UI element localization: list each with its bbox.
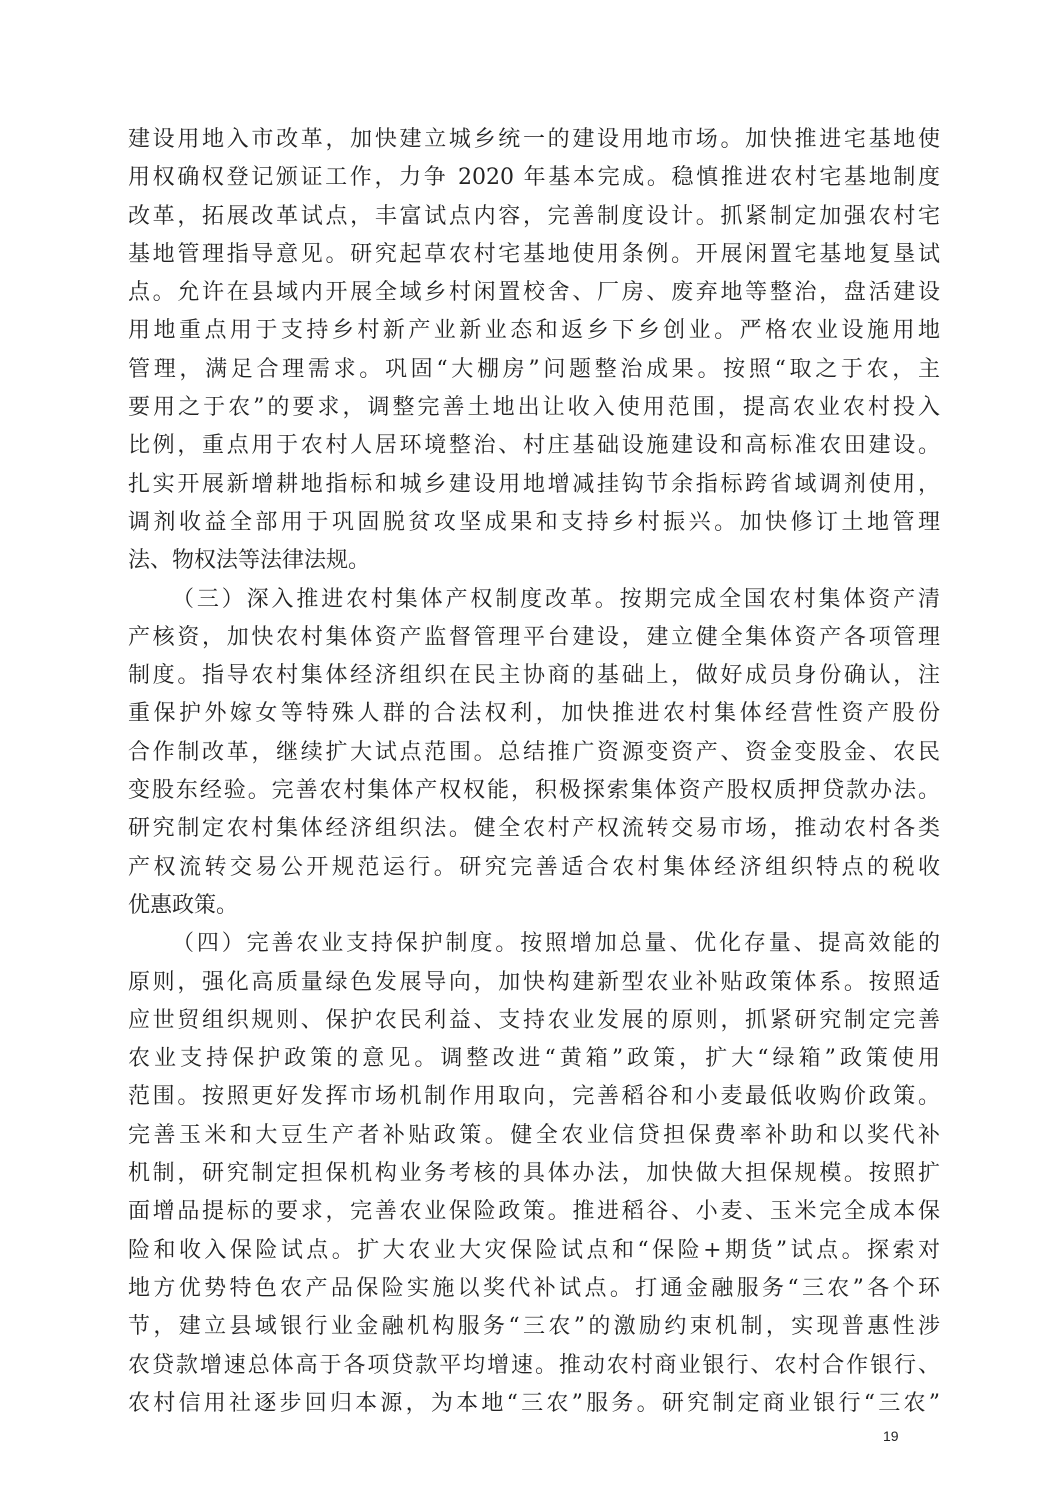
text-line: 机制，研究制定担保机构业务考核的具体办法，加快做大担保规模。按照扩	[128, 1161, 940, 1187]
text-line: 地方优势特色农产品保险实施以奖代补试点。打通金融服务“三农”各个环	[128, 1275, 940, 1301]
section-heading-line: （四）完善农业支持保护制度。按照增加总量、优化存量、提高效能的	[172, 931, 940, 957]
text-line: 农村信用社逐步回归本源，为本地“三农”服务。研究制定商业银行“三农”	[128, 1390, 940, 1416]
text-line: 面增品提标的要求，完善农业保险政策。推进稻谷、小麦、玉米完全成本保	[128, 1199, 940, 1225]
text-line: 完善玉米和大豆生产者补贴政策。健全农业信贷担保费率补助和以奖代补	[128, 1122, 940, 1148]
text-line: 用权确权登记颁证工作，力争 2020 年基本完成。稳慎推进农村宅基地制度	[128, 165, 940, 191]
text-line: 研究制定农村集体经济组织法。健全农村产权流转交易市场，推动农村各类	[128, 816, 940, 842]
text-line: 点。允许在县域内开展全域乡村闲置校舍、厂房、废弃地等整治，盘活建设	[128, 280, 940, 306]
text-line: 基地管理指导意见。研究起草农村宅基地使用条例。开展闲置宅基地复垦试	[128, 241, 940, 267]
text-line: 改革，拓展改革试点，丰富试点内容，完善制度设计。抓紧制定加强农村宅	[128, 203, 940, 229]
text-line: 建设用地入市改革，加快建立城乡统一的建设用地市场。加快推进宅基地使	[128, 127, 940, 152]
text-line: 调剂收益全部用于巩固脱贫攻坚成果和支持乡村振兴。加快修订土地管理	[128, 509, 940, 535]
text-line: 优惠政策。	[128, 892, 239, 918]
text-line: 合作制改革，继续扩大试点范围。总结推广资源变资产、资金变股金、农民	[128, 739, 940, 765]
text-line: 范围。按照更好发挥市场机制作用取向，完善稻谷和小麦最低收购价政策。	[128, 1084, 940, 1110]
text-line: 产权流转交易公开规范运行。研究完善适合农村集体经济组织特点的税收	[128, 854, 940, 880]
page-number: 19	[883, 1428, 899, 1444]
text-line: 用地重点用于支持乡村新产业新业态和返乡下乡创业。严格农业设施用地	[128, 318, 940, 344]
text-line: 险和收入保险试点。扩大农业大灾保险试点和“保险+期货”试点。探索对	[128, 1237, 940, 1263]
text-line: 产核资，加快农村集体资产监督管理平台建设，建立健全集体资产各项管理	[128, 624, 940, 650]
text-line: 农贷款增速总体高于各项贷款平均增速。推动农村商业银行、农村合作银行、	[128, 1352, 940, 1378]
text-line: 原则，强化高质量绿色发展导向，加快构建新型农业补贴政策体系。按照适	[128, 969, 940, 995]
text-line: 节，建立县域银行业金融机构服务“三农”的激励约束机制，实现普惠性涉	[128, 1314, 940, 1340]
text-line: 要用之于农”的要求，调整完善土地出让收入使用范围，提高农业农村投入	[128, 395, 940, 421]
body-text	[128, 121, 940, 1423]
text-line: 重保护外嫁女等特殊人群的合法权利，加快推进农村集体经营性资产股份	[128, 701, 940, 727]
text-line: 扎实开展新增耕地指标和城乡建设用地增减挂钩节余指标跨省域调剂使用，	[128, 471, 940, 497]
text-line: 制度。指导农村集体经济组织在民主协商的基础上，做好成员身份确认，注	[128, 663, 940, 689]
text-line: 变股东经验。完善农村集体产权权能，积极探索集体资产股权质押贷款办法。	[128, 778, 940, 804]
text-line: 法、物权法等法律法规。	[128, 548, 371, 574]
text-line: 农业支持保护政策的意见。调整改进“黄箱”政策，扩大“绿箱”政策使用	[128, 1046, 940, 1072]
text-line: 比例，重点用于农村人居环境整治、村庄基础设施建设和高标准农田建设。	[128, 433, 940, 459]
section-heading-line: （三）深入推进农村集体产权制度改革。按期完成全国农村集体资产清	[172, 586, 940, 612]
text-line: 应世贸组织规则、保护农民利益、支持农业发展的原则，抓紧研究制定完善	[128, 1007, 940, 1033]
text-line: 管理，满足合理需求。巩固“大棚房”问题整治成果。按照“取之于农，主	[128, 356, 940, 382]
